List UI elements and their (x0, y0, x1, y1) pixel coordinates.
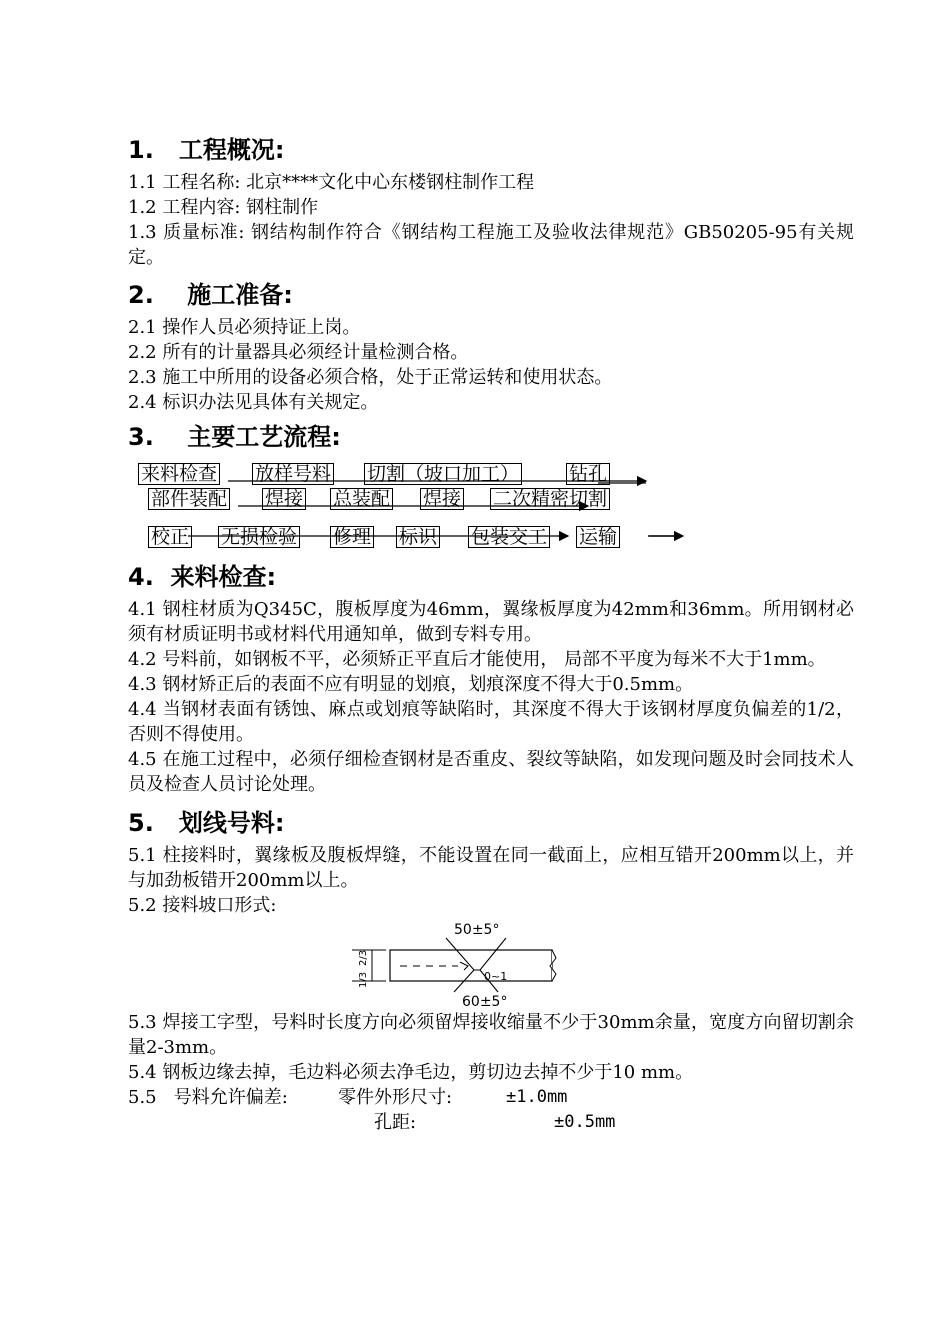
flow-box-drilling: 钻孔 (566, 463, 610, 485)
section-3-heading: 3. 主要工艺流程: (128, 423, 341, 451)
item-5-5-row2 (128, 1110, 854, 1135)
left-dim-bottom: 1/3 (358, 971, 369, 988)
item-2-1: 2.1 操作人员必须持证上岗。 (128, 317, 361, 338)
item-1-1: 1.1 工程名称: 北京****文化中心东楼钢柱制作工程 (128, 172, 535, 193)
process-flowchart (128, 457, 854, 555)
section-2-heading: 2. 施工准备: (128, 281, 293, 309)
item-2-2: 2.2 所有的计量器具必须经计量检测合格。 (128, 342, 469, 363)
break-line (550, 950, 556, 981)
bottom-angle-label: 60±5° (462, 994, 508, 1010)
flow-box-welding-1: 焊接 (262, 488, 306, 510)
tolerance-value-outline: ±1.0mm (506, 1087, 568, 1107)
tolerance-label: 5.5 号料允许偏差: (128, 1087, 288, 1108)
section-1-heading: 1. 工程概况: (128, 136, 285, 164)
item-1-2: 1.2 工程内容: 钢柱制作 (128, 197, 319, 218)
item-4-5: 4.5 在施工过程中，必须仔细检查钢材是否重皮、裂纹等缺陷，如发现问题及时会同技术人员及检查人员讨论处理。 (128, 749, 854, 795)
section-4-heading: 4. 来料检查: (128, 563, 277, 591)
flow-box-cutting: 切割（坡口加工） (364, 463, 522, 485)
flow-box-incoming-inspection: 来料检查 (138, 463, 220, 485)
top-angle-label: 50±5° (454, 922, 500, 938)
tolerance-item-outline: 零件外形尺寸: (338, 1087, 453, 1108)
item-5-4: 5.4 钢板边缘去掉，毛边料必须去净毛边，剪切边去掉不少于10 mm。 (128, 1062, 694, 1083)
flow-box-final-assembly: 总装配 (330, 488, 393, 510)
gap-label: 0~1 (484, 970, 508, 983)
flow-box-part-assembly: 部件装配 (148, 488, 230, 510)
flow-box-transport: 运输 (576, 526, 620, 548)
item-5-5 (128, 1085, 854, 1110)
item-2-3: 2.3 施工中所用的设备必须合格，处于正常运转和使用状态。 (128, 367, 613, 388)
item-5-3: 5.3 焊接工字型，号料时长度方向必须留焊接收缩量不少于30mm余量，宽度方向留切割余量2-3mm。 (128, 1012, 854, 1058)
groove-top-bevel (446, 938, 506, 970)
flow-box-straightening: 校正 (148, 526, 192, 548)
flow-box-ndt: 无损检验 (218, 526, 300, 548)
arrow-marker (460, 962, 468, 970)
tolerance-item-hole-pitch: 孔距: (374, 1112, 417, 1133)
item-5-2: 5.2 接料坡口形式: (128, 895, 277, 916)
groove-diagram (128, 918, 854, 1010)
left-dim-top: 2/3 (358, 949, 369, 966)
flow-box-marking: 标识 (396, 526, 440, 548)
item-1-3: 1.3 质量标准: 钢结构制作符合《钢结构工程施工及验收法律规范》GB50205-95有关规定。 (128, 222, 854, 268)
flow-box-repair: 修理 (330, 526, 374, 548)
flow-box-precision-cutting: 二次精密切割 (490, 488, 610, 510)
item-2-4: 2.4 标识办法见具体有关规定。 (128, 392, 379, 413)
item-4-3: 4.3 钢材矫正后的表面不应有明显的划痕，划痕深度不得大于0.5mm。 (128, 674, 694, 695)
tolerance-value-hole-pitch: ±0.5mm (554, 1112, 616, 1132)
item-4-4: 4.4 当钢材表面有锈蚀、麻点或划痕等缺陷时，其深度不得大于该钢材厚度负偏差的1/2，否则不得使用。 (128, 699, 854, 745)
document-page (128, 130, 854, 1135)
section-5-heading: 5. 划线号料: (128, 809, 285, 837)
item-5-1: 5.1 柱接料时，翼缘板及腹板焊缝，不能设置在同一截面上，应相互错开200mm以上，并与加劲板错开200mm以上。 (128, 845, 854, 891)
flow-box-welding-2: 焊接 (420, 488, 464, 510)
item-4-1: 4.1 钢柱材质为Q345C，腹板厚度为46mm，翼缘板厚度为42mm和36mm。所用钢材必须有材质证明书或材料代用通知单，做到专料专用。 (128, 599, 854, 645)
flow-box-lofting-marking: 放样号料 (252, 463, 334, 485)
flow-box-packing: 包装交工 (468, 526, 550, 548)
item-4-2: 4.2 号料前，如钢板不平，必须矫正平直后才能使用， 局部不平度为每米不大于1mm。 (128, 649, 826, 670)
